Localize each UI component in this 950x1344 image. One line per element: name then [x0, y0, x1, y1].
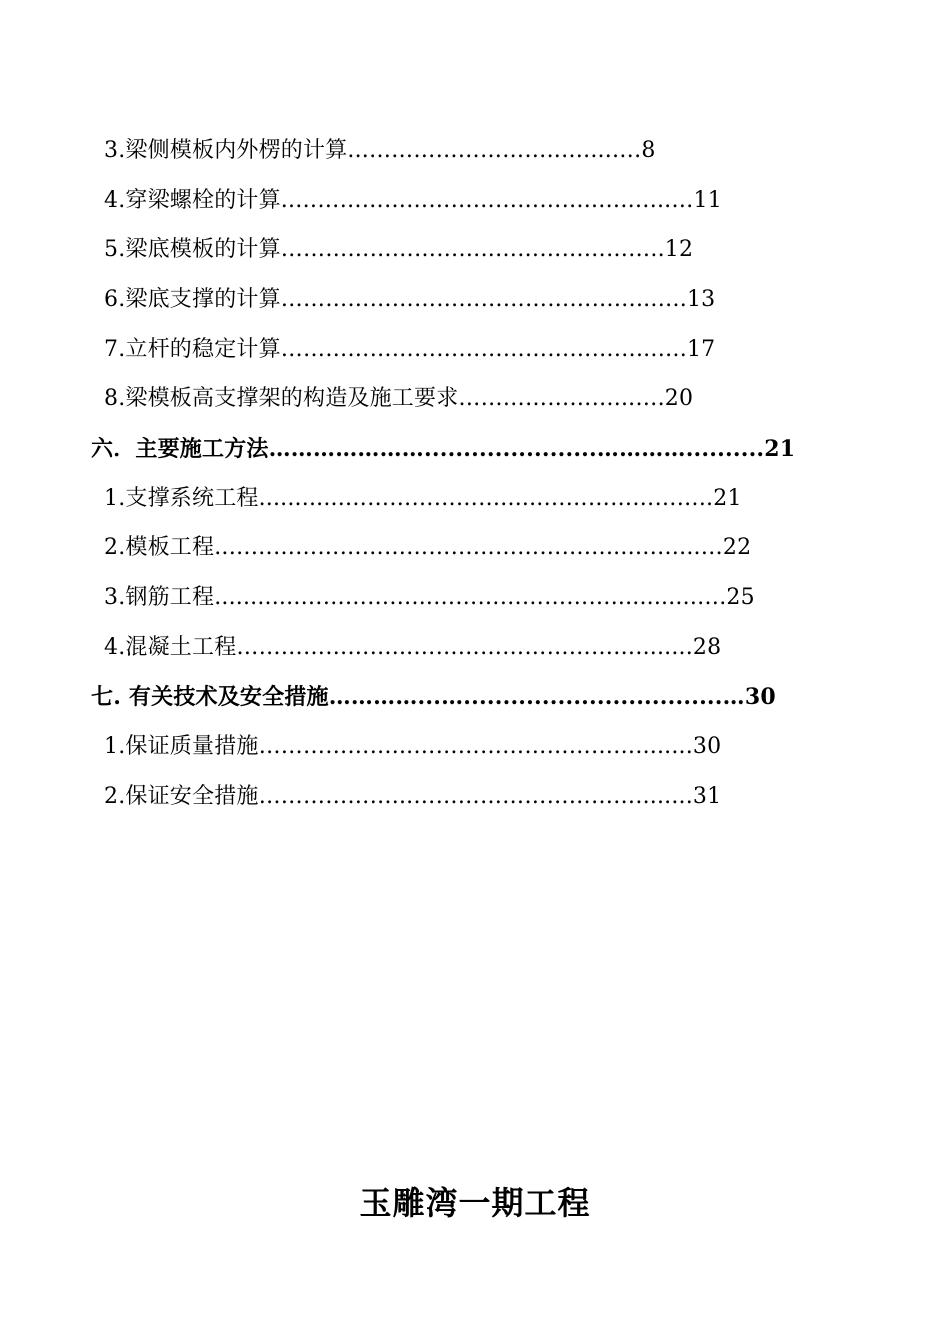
toc-entry: 1.保证质量措施………………...…………………………........30: [104, 734, 722, 759]
toc-section-heading: 七. 有关技术及安全措施…………...….................................…30: [91, 684, 776, 710]
toc-entry: 2.模板工程..……………………………………………...….…...…22: [104, 535, 752, 560]
project-title: 玉雕湾一期工程: [359, 1184, 591, 1222]
toc-entry: 3.梁侧模板内外楞的计算...……………………..…....….8: [104, 138, 656, 163]
toc-entry: 2.保证安全措施………………...…………………………........31: [104, 784, 722, 809]
toc-entry: 3.钢筋工程............……………...……………………............….25: [104, 585, 755, 610]
toc-entry: 4.穿梁螺栓的计算..…………………………………..….…...…11: [104, 188, 722, 213]
toc-section-heading: 六．主要施工方法…………………......................…………..........21: [91, 436, 796, 462]
toc-entry: 8.梁模板高支撑架的构造及施工要求…………………...….20: [104, 386, 694, 411]
toc-entry: 5.梁底模板的计算………………………..…………………..12: [104, 237, 694, 262]
toc-entry: 6.梁底支撑的计算…………………………………………...….13: [104, 287, 716, 312]
toc-entry: 7.立杆的稳定计算…………………………………………...….17: [104, 337, 716, 362]
toc-entry: 1.支撑系统工程............…………………......…………………..21: [104, 486, 742, 511]
toc-entry: 4.混凝土工程…………………...…………………………........28: [104, 635, 722, 660]
